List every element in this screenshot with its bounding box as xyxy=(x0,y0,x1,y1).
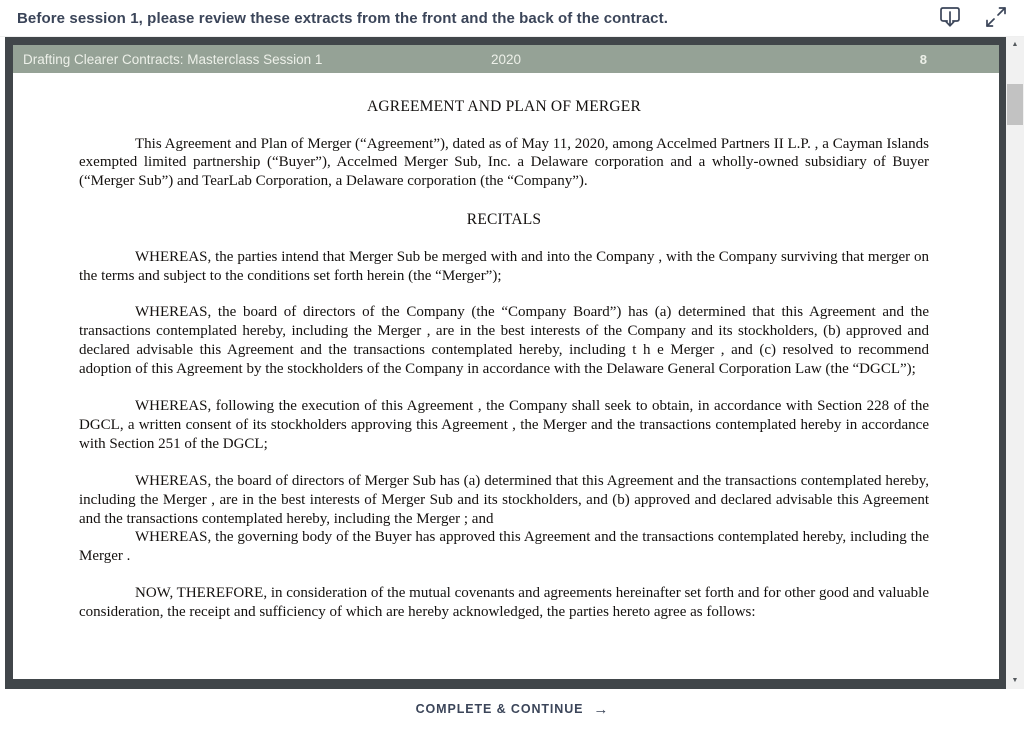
expand-icon xyxy=(985,6,1007,31)
scrollbar-down-button[interactable]: ▼ xyxy=(1006,673,1024,689)
recitals-heading: RECITALS xyxy=(466,211,542,229)
lesson-header xyxy=(0,0,1024,37)
document-paragraph-recital: WHEREAS, the governing body of the Buyer has approved this Agreement and the transactions contemplated hereby, including the Merger . xyxy=(79,529,929,565)
document-paragraph-intro: This Agreement and Plan of Merger (“Agreement”), dated as of May 11, 2020, among Accelmed Partners II L.P. , a Cayman Islands exempted limited partnership (“Buyer”), Accelmed Merger Sub, Inc. a Delaware corporation and a wholly-owned subsidiary of Buyer (“Merger Sub”) and TearLab Corporation, a Delaware corporation (the “Company”). xyxy=(79,135,929,190)
lesson-title: Before session 1, please review these extracts from the front and the back of the contract. xyxy=(17,9,668,27)
download-icon xyxy=(939,6,961,31)
complete-continue-label: COMPLETE & CONTINUE xyxy=(415,702,584,716)
viewer-scrollbar[interactable] xyxy=(1006,37,1024,689)
document-paragraph-recital: WHEREAS, the board of directors of Merger Sub has (a) determined that this Agreement and the transactions contemplated hereby, including the Merger , are in the best interests of Merger Sub and its stockholders, and (b) approved and declared advisable this Agreement and the transactions contemplated hereby, including the Merger ; and xyxy=(79,472,929,527)
document-page xyxy=(13,73,999,679)
complete-continue-button[interactable] xyxy=(416,701,609,718)
expand-button[interactable] xyxy=(984,6,1008,30)
document-title: AGREEMENT AND PLAN OF MERGER xyxy=(367,98,641,115)
document-header-title: Drafting Clearer Contracts: Masterclass Session 1 xyxy=(23,51,323,67)
document-header-bar xyxy=(13,45,999,73)
document-paragraph-closing: NOW, THEREFORE, in consideration of the mutual covenants and agreements hereinafter set forth and for other good and valuable consideration, the receipt and sufficiency of which are hereby acknowledged, the parties hereto agree as follows: xyxy=(79,585,929,621)
header-icons xyxy=(938,6,1008,30)
document-paragraph-recital: WHEREAS, the parties intend that Merger Sub be merged with and into the Company , with the Company surviving that merger on the terms and subject to the conditions set forth herein (the “Merger”); xyxy=(79,248,929,284)
document-header-year: 2020 xyxy=(490,51,522,67)
download-button[interactable] xyxy=(938,6,962,30)
document-paragraph-recital: WHEREAS, the board of directors of the Company (the “Company Board”) has (a) determined that this Agreement and the transactions contemplated hereby, including the Merger , are in the best interests of the Company and its stockholders, (b) approved and declared advisable this Agreement and the transactions contemplated hereby, including t h e Merger , and (c) resolved to recommend adoption of this Agreement by the stockholders of the Company in accordance with the Delaware General Corporation Law (the “DGCL”); xyxy=(79,304,929,378)
page-number: 8 xyxy=(919,51,927,67)
arrow-right-icon: → xyxy=(593,700,609,718)
document-paragraph-recital: WHEREAS, following the execution of this Agreement , the Company shall seek to obtain, in accordance with Section 228 of the DGCL, a written consent of its stockholders approving this Agreement , the Merger and the transactions contemplated hereby in accordance with Section 251 of the DGCL; xyxy=(79,398,929,452)
document-frame xyxy=(5,37,1006,689)
scrollbar-up-button[interactable]: ▲ xyxy=(1006,37,1024,53)
lesson-footer xyxy=(0,689,1024,729)
document-viewer xyxy=(5,37,1024,689)
scrollbar-thumb[interactable] xyxy=(1007,84,1023,125)
